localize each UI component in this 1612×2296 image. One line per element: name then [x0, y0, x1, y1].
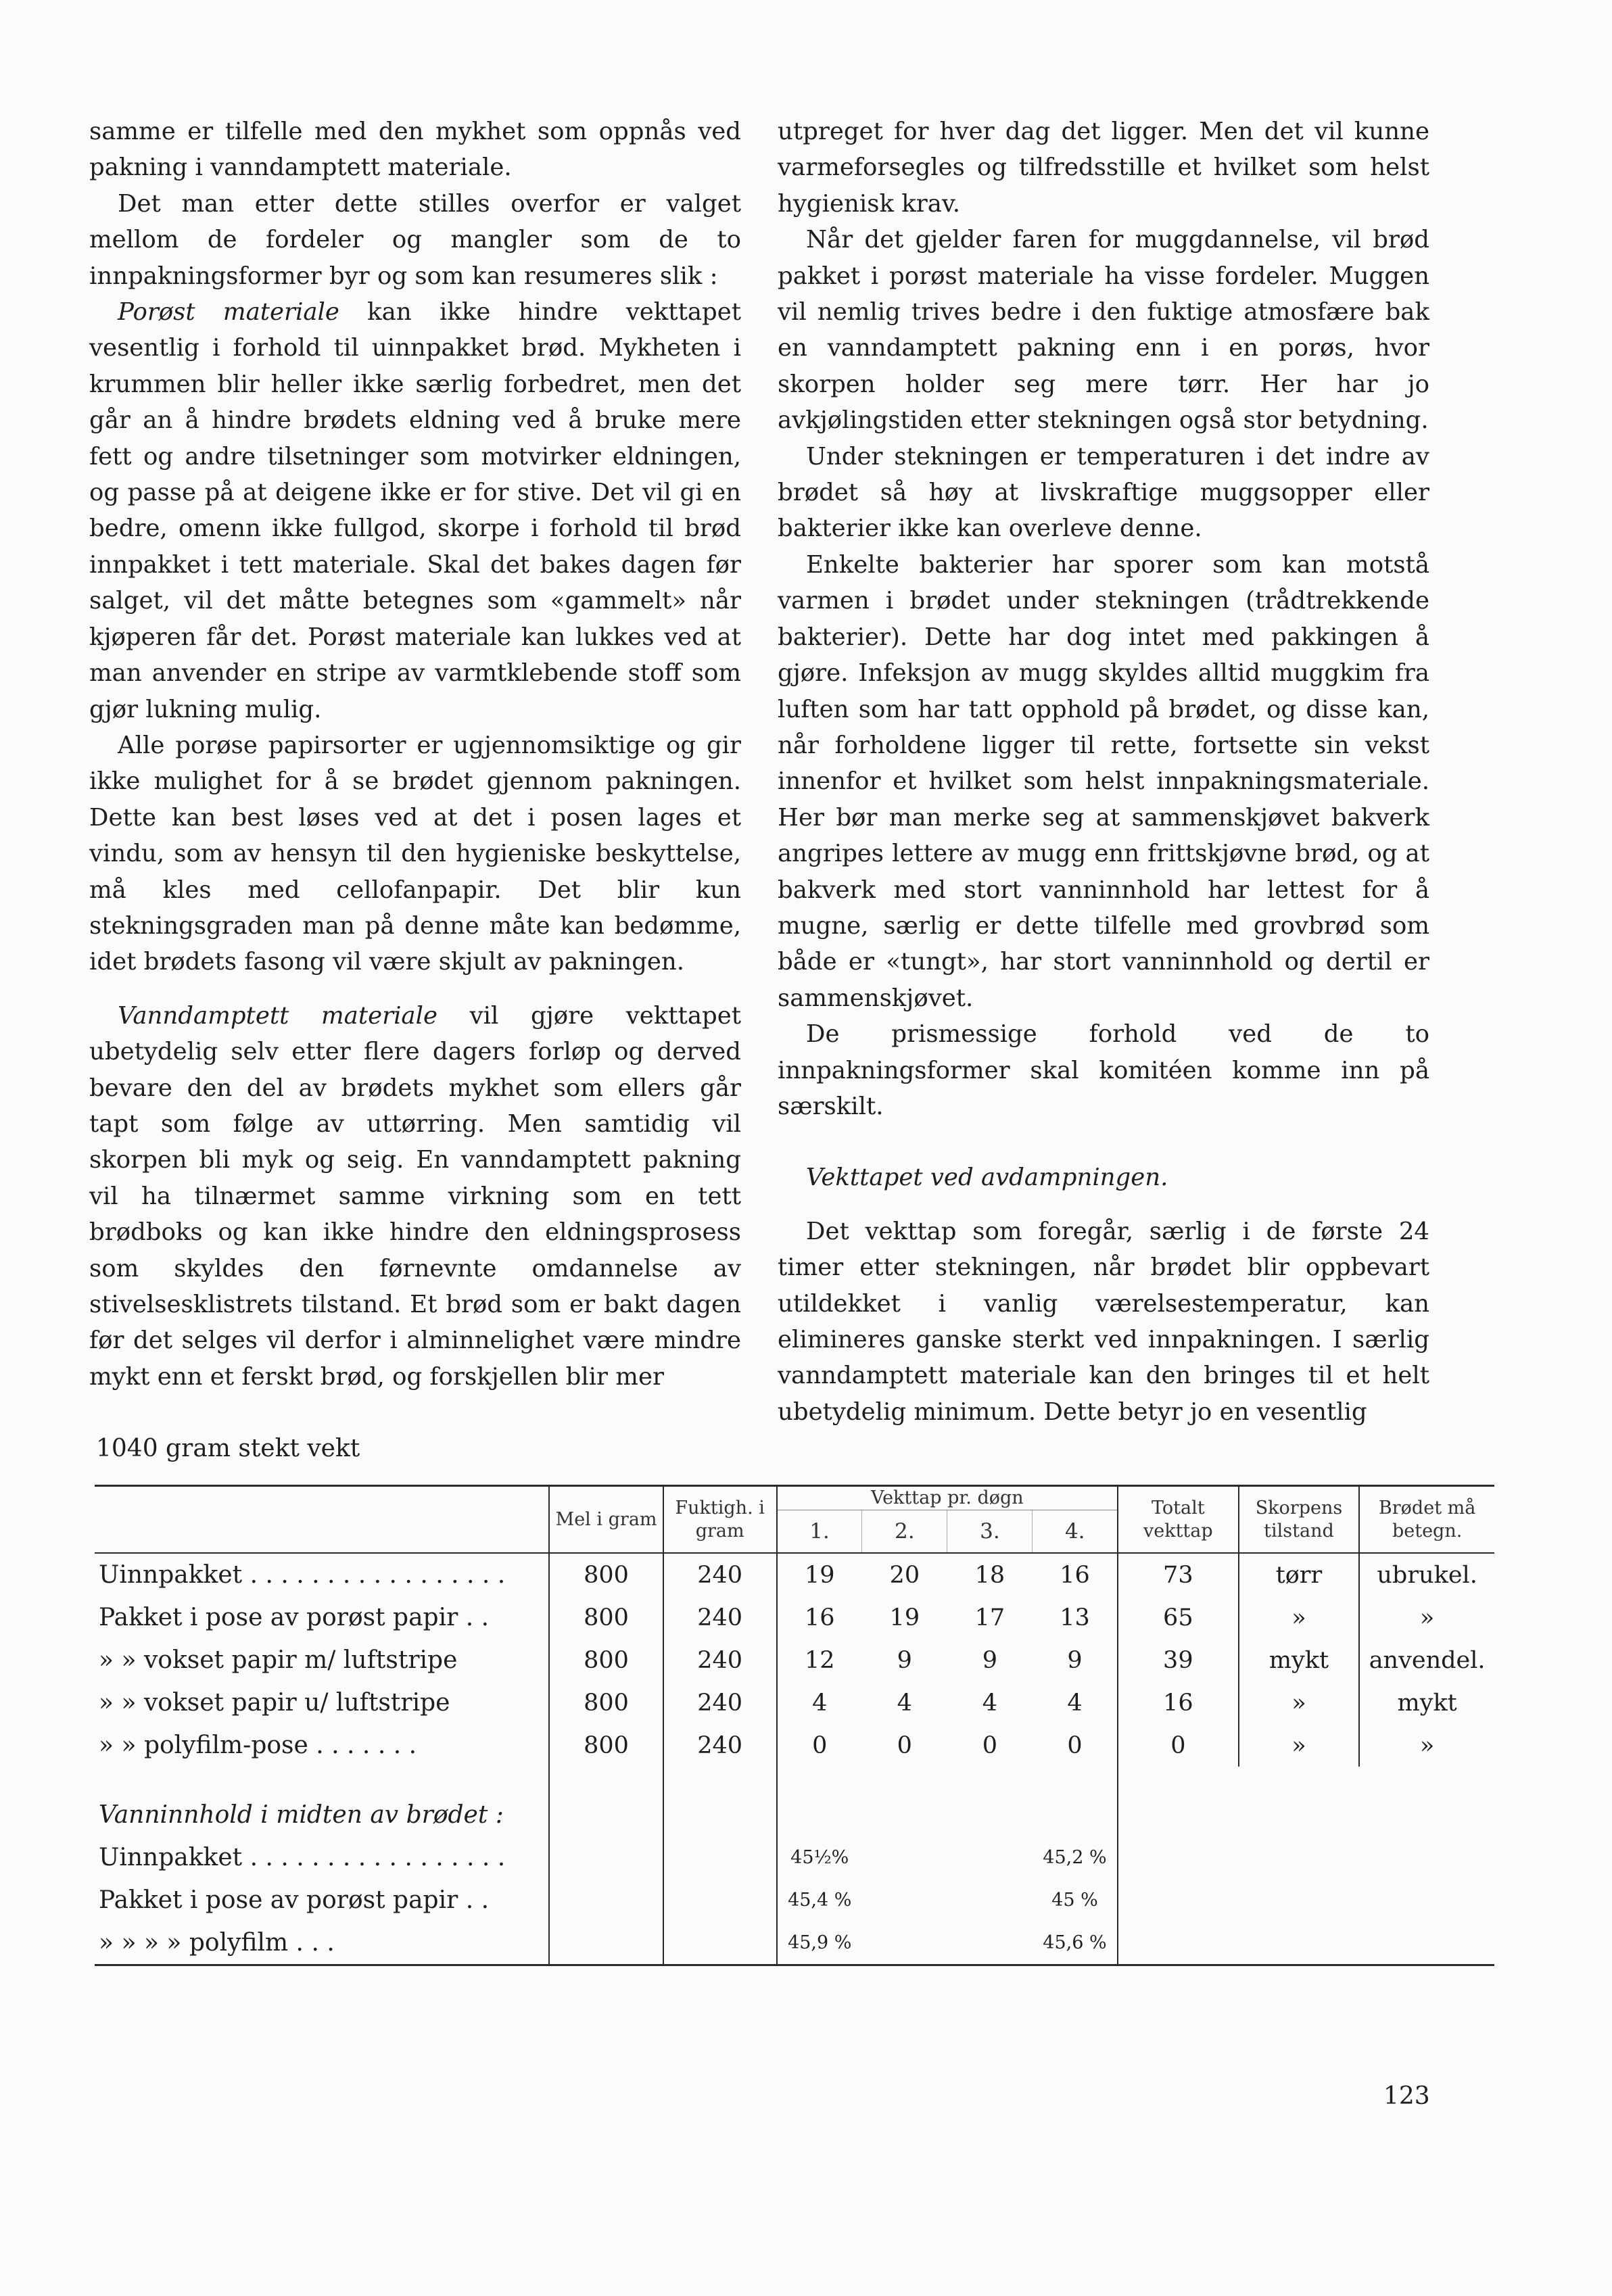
- paragraph: Det vekttap som foregår, særlig i de første 24 timer etter stekningen, når brødet blir oppbevart utildekket i vanlig værelsestemperatur, kan elimineres ganske sterkt ved innpakningen. I særlig vanndamptett materiale kan den bringes til et helt ubetydelig minimum. Dette betyr jo en vesentlig: [778, 1217, 1429, 1426]
- weight-loss-table: [95, 1485, 1494, 1966]
- water-row: [95, 1836, 1494, 1879]
- row-label: Pakket i pose av porøst papir . .: [99, 1886, 490, 1914]
- cell-d2: 9: [897, 1646, 912, 1674]
- cell-total: 73: [1118, 1553, 1239, 1596]
- cell-d3: 0: [982, 1731, 998, 1759]
- row-label: » » » » polyfilm . . .: [95, 1921, 549, 1965]
- cell-d3: 17: [974, 1604, 1005, 1631]
- cell-mel: 800: [549, 1724, 663, 1767]
- header-blank: [95, 1486, 549, 1554]
- cell-d2: 19: [889, 1604, 920, 1631]
- cell-d2: 4: [897, 1689, 912, 1717]
- row-label: » » vokset papir u/ luftstripe: [99, 1689, 450, 1717]
- cell-water-last: 45 %: [1051, 1890, 1098, 1911]
- cell-skorpe: mykt: [1239, 1639, 1360, 1681]
- cell-d1: 0: [777, 1724, 862, 1767]
- cell-fukt: 240: [663, 1553, 777, 1596]
- section-row: [95, 1767, 1494, 1836]
- cell-water-last: 45,2 %: [1043, 1847, 1107, 1868]
- cell-fukt: 240: [663, 1639, 777, 1681]
- header-fuktigh: Fuktigh. i gram: [663, 1486, 777, 1554]
- cell-skorpe: »: [1239, 1596, 1360, 1639]
- paragraph: utpreget for hver dag det ligger. Men det vil kunne varmeforsegles og tilfredsstille et hvilket som helst hygienisk krav.: [778, 118, 1429, 218]
- paragraph: [89, 294, 741, 727]
- row-label: Pakket i pose av porøst papir . .: [99, 1604, 490, 1631]
- cell-skorpe: »: [1239, 1681, 1360, 1724]
- section-heading: Vekttapet ved avdampningen.: [806, 1164, 1168, 1192]
- cell-skorpe: tørr: [1239, 1553, 1360, 1596]
- cell-d4: 9: [1067, 1646, 1083, 1674]
- cell-total: 65: [1118, 1596, 1239, 1639]
- cell-mel: 800: [549, 1553, 663, 1596]
- paragraph: Alle porøse papirsorter er ugjennomsiktige og gir ikke mulighet for å se brødet gjennom pakningen. Dette kan best løses ved at det i posen lages et vindu, som av hensyn til den hygieniske beskyttelse, må kles med cellofanpapir. Det blir kun stekningsgraden man på denne måte kan bedømme, idet brødets fasong vil være skjult av pakningen.: [89, 731, 741, 976]
- cell-d4: 16: [1060, 1561, 1090, 1589]
- table-caption: 1040 gram stekt vekt: [96, 1435, 360, 1462]
- cell-water-last: 45,6 %: [1033, 1921, 1118, 1965]
- row-label: » » vokset papir m/ luftstripe: [99, 1646, 458, 1674]
- cell-water-first: 45,4 %: [777, 1879, 862, 1921]
- cell-d1: 4: [777, 1681, 862, 1724]
- paragraph: De prismessige forhold ved de to innpakningsformer skal komitéen komme inn på særskilt.: [778, 1020, 1429, 1120]
- header-day-1: 1.: [777, 1510, 862, 1554]
- cell-mel: 800: [549, 1681, 663, 1724]
- cell-d3: 4: [982, 1689, 998, 1717]
- cell-betegn: »: [1359, 1724, 1494, 1767]
- cell-d1: 16: [777, 1596, 862, 1639]
- cell-d1: 19: [777, 1553, 862, 1596]
- cell-total: 39: [1118, 1639, 1239, 1681]
- water-row: [95, 1921, 1494, 1965]
- cell-d4: 0: [1067, 1731, 1083, 1759]
- cell-d3: 9: [982, 1646, 998, 1674]
- header-brodet: Brødet må betegn.: [1359, 1486, 1494, 1554]
- cell-betegn: anvendel.: [1359, 1639, 1494, 1681]
- header-mel: Mel i gram: [549, 1486, 663, 1554]
- cell-skorpe: »: [1239, 1724, 1360, 1767]
- header-day-3: 3.: [947, 1510, 1033, 1554]
- paragraph-text: vil gjøre vekttapet ubetydelig selv etter flere dagers forløp og derved bevare den del av brødets mykhet som ellers går tapt som følge av uttørring. Men samtidig vil skorpen bli myk og seig. En vanndamptett pakning vil ha tilnærmet samme virkning som en tett brødboks og kan ikke hindre den eldningsprosess som skyldes den førnevnte omdannelse av stivelsesklistrets tilstand. Et brød som er bakt dagen før det selges vil derfor i alminnelighet være mindre mykt enn et ferskt brød, og forskjellen blir mer: [89, 1001, 741, 1391]
- row-label: Uinnpakket . . . . . . . . . . . . . . . . .: [99, 1561, 506, 1589]
- header-vekttap: Vekttap pr. døgn: [777, 1486, 1118, 1510]
- paragraph: Når det gjelder faren for muggdannelse, vil brød pakket i porøst materiale ha visse fordeler. Muggen vil nemlig trives bedre i den fuktige atmosfære bak en vanndamptett pakning enn i en porøs, hvor skorpen holder seg mere tørr. Her har jo avkjølingstiden etter stekningen også stor betydning.: [778, 226, 1429, 435]
- header-skorpens: Skorpens tilstand: [1239, 1486, 1360, 1554]
- header-day-4: 4.: [1033, 1510, 1118, 1554]
- table-row: [95, 1681, 1494, 1724]
- row-label: » » polyfilm-pose . . . . . . .: [99, 1731, 417, 1759]
- paragraph: Under stekningen er temperaturen i det indre av brødet så høy at livskraftige muggsopper eller bakterier ikke kan overleve denne.: [778, 442, 1429, 543]
- cell-total: 0: [1118, 1724, 1239, 1767]
- header-day-2: 2.: [862, 1510, 947, 1554]
- cell-mel: 800: [549, 1639, 663, 1681]
- table-row: [95, 1724, 1494, 1767]
- cell-d2: 0: [897, 1731, 912, 1759]
- paragraph: samme er tilfelle med den mykhet som oppnås ved pakning i vanndamptett materiale.: [89, 118, 741, 182]
- right-column: [778, 114, 1429, 1430]
- water-row: [95, 1879, 1494, 1921]
- table-row: [95, 1639, 1494, 1681]
- paragraph: [89, 998, 741, 1395]
- cell-betegn: ubrukel.: [1359, 1553, 1494, 1596]
- cell-total: 16: [1118, 1681, 1239, 1724]
- cell-betegn: »: [1359, 1596, 1494, 1639]
- table-row: [95, 1596, 1494, 1639]
- cell-water-first: 45,9 %: [777, 1921, 862, 1965]
- cell-d1: 12: [777, 1639, 862, 1681]
- cell-water-first: 45½%: [777, 1836, 862, 1879]
- paragraph-text: kan ikke hindre vekttapet vesentlig i forhold til uinnpakket brød. Mykheten i krummen blir heller ikke særlig forbedret, men det går an å hindre brødets eldning ved å bruke mere fett og andre tilsetninger som motvirker eldningen, og passe på at deigene ikke er for stive. Det vil gi en bedre, omenn ikke fullgod, skorpe i forhold til brød innpakket i tett materiale. Skal det bakes dagen før salget, vil det måtte betegnes som «gammelt» når kjøperen får det. Porøst materiale kan lukkes ved at man anvender en stripe av varmtklebende stoff som gjør lukning mulig.: [89, 298, 741, 723]
- table-row: [95, 1553, 1494, 1596]
- cell-fukt: 240: [663, 1596, 777, 1639]
- cell-betegn: mykt: [1359, 1681, 1494, 1724]
- paragraph: Det man etter dette stilles overfor er valget mellom de fordeler og mangler som de to innpakningsformer byr og som kan resumeres slik :: [89, 189, 741, 290]
- term-vanndamptett: Vanndamptett materiale: [118, 1001, 437, 1030]
- cell-d2: 20: [889, 1561, 920, 1589]
- cell-d4: 4: [1067, 1689, 1083, 1717]
- cell-fukt: 240: [663, 1724, 777, 1767]
- cell-d3: 18: [974, 1561, 1005, 1589]
- cell-mel: 800: [549, 1596, 663, 1639]
- water-heading: Vanninnhold i midten av brødet :: [99, 1801, 504, 1829]
- page-number: 123: [1383, 2082, 1430, 2110]
- cell-d4: 13: [1060, 1604, 1090, 1631]
- header-totalt: Totalt vekttap: [1118, 1486, 1239, 1554]
- cell-fukt: 240: [663, 1681, 777, 1724]
- paragraph: Enkelte bakterier har sporer som kan motstå varmen i brødet under stekningen (trådtrekkende bakterier). Dette har dog intet med pakkingen å gjøre. Infeksjon av mugg skyldes alltid muggkim fra luften som har tatt opphold på brødet, og disse kan, når forholdene ligger til rette, fortsette sin vekst innenfor et hvilket som helst innpakningsmateriale. Her bør man merke seg at sammenskjøvet bakverk angripes lettere av mugg enn frittskjøvne brød, og at bakverk med stort vanninnhold har lettest for å mugne, særlig er dette tilfelle med grovbrød som både er «tungt», har stort vanninnhold og dertil er sammenskjøvet.: [778, 550, 1429, 1012]
- row-label: Uinnpakket . . . . . . . . . . . . . . . . .: [99, 1844, 506, 1871]
- left-column: [89, 114, 741, 1395]
- term-porost: Porøst materiale: [118, 298, 339, 327]
